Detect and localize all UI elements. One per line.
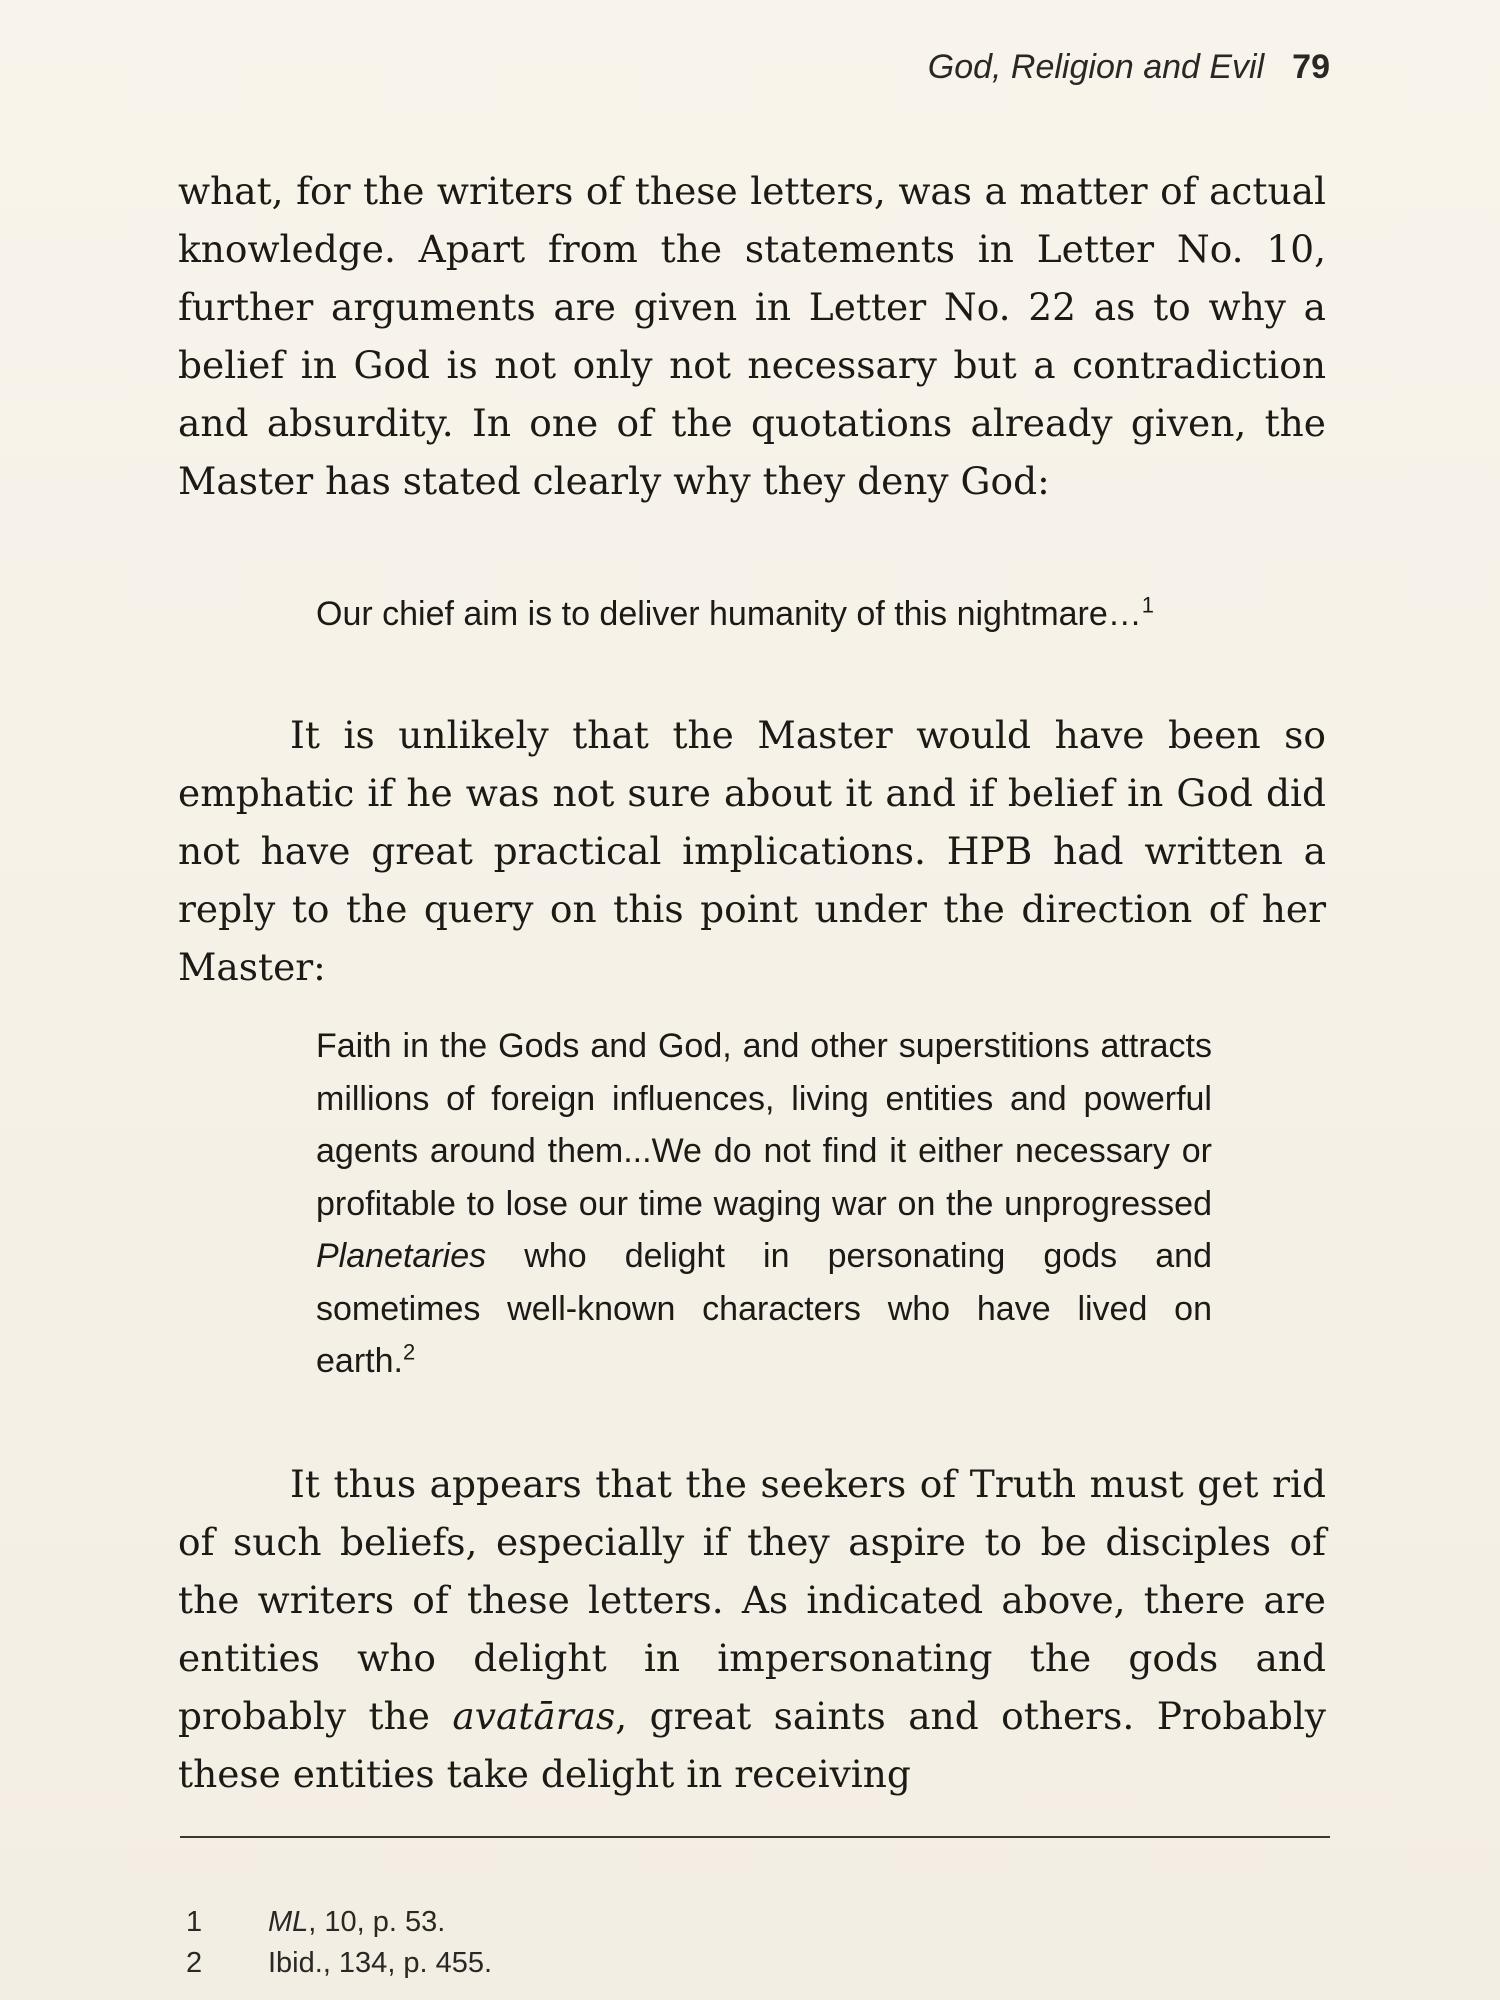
running-head — [928, 48, 1330, 87]
paragraph-1: what, for the writers of these letters, was a matter of actual knowledge. Apart from the statements in Letter No. 10, further arguments are given in Letter No. 22 as to why a belief in God is not only not necessary but a contradiction and absurdity. In one of the quotations already given, the Master has stated clearly why they deny God: — [178, 169, 1326, 503]
footnote-ref-2: 2 — [402, 1339, 416, 1365]
footnote-2-text: Ibid., 134, p. 455. — [268, 1947, 493, 1979]
quote-2-text-start: Faith in the Gods and God, and other superstitions attracts millions of foreign influences, living entities and powerful agents around them...We do not find it either necessary or profitable to lose our time waging war on the unprogressed — [316, 1027, 1212, 1223]
paragraph-3-start: It thus appears that the seekers of Truth must get rid of such beliefs, especially if they aspire to be disciples of the writers of these letters. As indicated above, there are entities who delight in impersonating the gods and probably the — [178, 1462, 1326, 1738]
footnote-1-number: 1 — [186, 1906, 203, 1938]
footnote-2 — [186, 1947, 492, 1980]
footnote-1-text: , 10, p. 53. — [308, 1906, 446, 1938]
paragraph-3 — [178, 1455, 1326, 1803]
chapter-title: God, Religion and Evil — [927, 48, 1265, 86]
footnote-divider — [180, 1836, 1330, 1838]
paragraph-3-italic-term: avatāras — [452, 1694, 616, 1738]
quote-1-text: Our chief aim is to deliver humanity of this nightmare… — [316, 595, 1142, 633]
footnote-1 — [186, 1906, 445, 1939]
quote-2-italic-term: Planetaries — [316, 1237, 487, 1275]
quote-2-text-end: who delight in personating gods and sometimes well-known characters who have lived on earth. — [316, 1237, 1212, 1380]
footnote-2-number: 2 — [186, 1947, 203, 1979]
footnote-1-source: ML — [268, 1906, 309, 1938]
block-quote-1 — [316, 588, 1212, 641]
paragraph-2: It is unlikely that the Master would have been so emphatic if he was not sure about it and if belief in God did not have great practical implications. HPB had written a reply to the query on this point under the direction of her Master: — [178, 713, 1326, 989]
footnote-ref-1: 1 — [1141, 592, 1155, 618]
page-number: 79 — [1292, 48, 1330, 86]
block-quote-2 — [316, 1020, 1212, 1388]
paragraph-3-end: , great saints and others. Probably these entities take delight in receiving — [178, 1694, 1326, 1796]
